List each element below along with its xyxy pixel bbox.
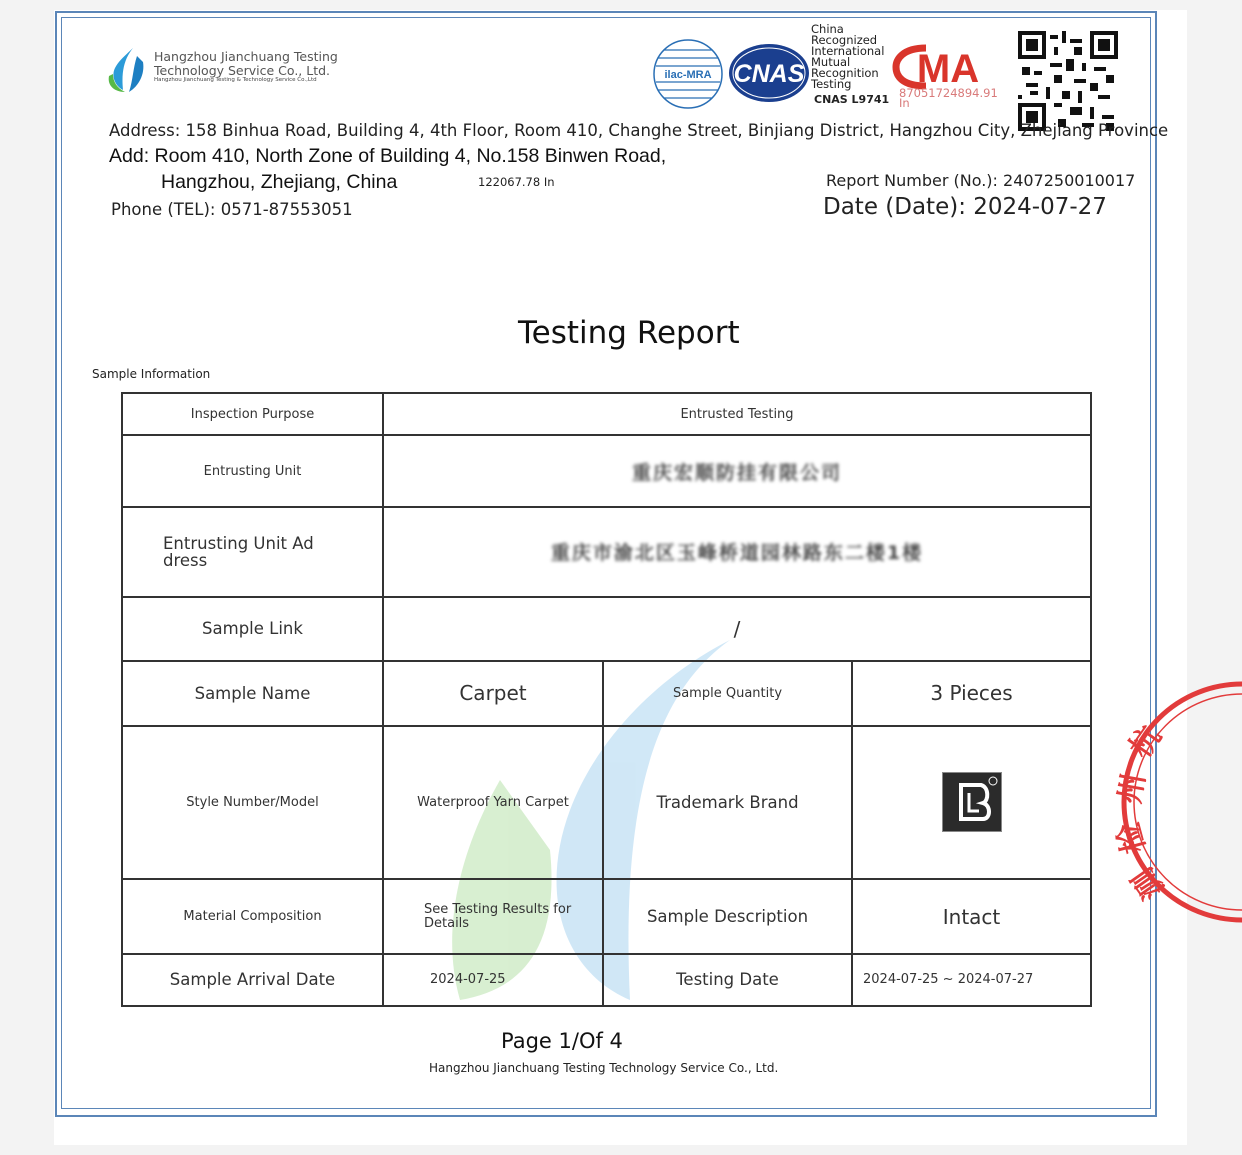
company-name-line1: Hangzhou Jianchuang Testing [154, 49, 338, 64]
sample-link-value: / [383, 597, 1091, 662]
sample-quantity-value: 3 Pieces [852, 661, 1091, 726]
sample-arrival-date-label: Sample Arrival Date [122, 954, 383, 1006]
material-value-line2: Details [424, 915, 470, 931]
sample-link-label: Sample Link [122, 597, 383, 662]
trademark-brand-value [852, 726, 1091, 880]
phone-number: Phone (TEL): 0571-87553051 [111, 200, 353, 219]
entrusting-unit-value [383, 435, 1091, 507]
company-name-small: Hangzhou Jianchuang Testing & Technology Service Co.,Ltd [154, 77, 317, 83]
style-number-label: Style Number/Model [122, 726, 383, 880]
table-row [122, 507, 1091, 596]
inspection-purpose-value: Entrusted Testing [383, 393, 1091, 435]
page-number: Page 1/Of 4 [501, 1029, 623, 1053]
sample-description-value: Intact [852, 879, 1091, 953]
table-row [122, 393, 1091, 435]
svg-text:CNAS: CNAS [733, 60, 805, 88]
qr-code-icon[interactable] [1018, 31, 1118, 131]
report-number: Report Number (No.): 2407250010017 [826, 171, 1136, 190]
entrusting-unit-label: Entrusting Unit [122, 435, 383, 507]
table-row [122, 954, 1091, 1006]
sample-info-table [121, 392, 1092, 1007]
sample-name-value: Carpet [383, 661, 603, 726]
trademark-brand-label: Trademark Brand [603, 726, 852, 880]
measurement-label: 122067.78 In [478, 175, 555, 189]
svg-text:杭: 杭 [1122, 719, 1169, 765]
table-row [122, 597, 1091, 662]
address-line: Address: 158 Binhua Road, Building 4, 4th Floor, Room 410, Changhe Street, Binjiang District, Hangzhou City, Zhejiang Province [109, 121, 1169, 140]
entrusting-address-blurred: 重庆市渝北区玉峰桥道园林路东二楼1楼 [550, 542, 924, 565]
table-row [122, 879, 1091, 953]
style-number-value: Waterproof Yarn Carpet [383, 726, 603, 880]
material-composition-value [383, 879, 603, 953]
entrusting-address-label-line2: dress [163, 550, 208, 570]
company-name [154, 50, 338, 78]
entrusting-address-label [122, 507, 383, 596]
svg-text:检: 检 [1111, 818, 1153, 857]
inspection-purpose-label: Inspection Purpose [122, 393, 383, 435]
svg-text:ilac-MRA: ilac-MRA [664, 69, 712, 81]
sample-description-label: Sample Description [603, 879, 852, 953]
table-row [122, 661, 1091, 726]
section-label: Sample Information [92, 367, 211, 381]
entrusting-unit-blurred: 重庆宏顺防挂有限公司 [632, 461, 843, 484]
company-name-line2: Technology Service Co., Ltd. [154, 63, 331, 78]
sample-name-label: Sample Name [122, 661, 383, 726]
brand-logo-icon [942, 772, 1002, 832]
ilac-mra-logo-icon [652, 38, 724, 110]
entrusting-address-label-line1: Entrusting Unit Ad [163, 533, 314, 553]
cnas-number: CNAS L9741 [814, 93, 890, 106]
testing-date-label: Testing Date [603, 954, 852, 1006]
table-row [122, 726, 1091, 880]
sample-quantity-label: Sample Quantity [603, 661, 852, 726]
material-value-line1: See Testing Results for [424, 901, 572, 917]
add-line-2: Hangzhou, Zhejiang, China [161, 171, 398, 193]
recognition-text: China Recognized International Mutual Recognition Testing [811, 22, 885, 91]
svg-text:MA: MA [916, 47, 980, 91]
footer-company-name: Hangzhou Jianchuang Testing Technology Service Co., Ltd. [429, 1061, 779, 1075]
testing-date-value: 2024-07-25 ~ 2024-07-27 [852, 954, 1091, 1006]
entrusting-address-value [383, 507, 1091, 596]
svg-text:测: 测 [1125, 860, 1172, 906]
sample-arrival-date-value: 2024-07-25 [383, 954, 603, 1006]
material-composition-label: Material Composition [122, 879, 383, 953]
company-logo-icon [103, 46, 147, 94]
svg-text:州: 州 [1112, 770, 1153, 807]
report-date: Date (Date): 2024-07-27 [823, 194, 1107, 220]
table-row [122, 435, 1091, 507]
cma-number: 87051724894.91 In [899, 86, 998, 110]
cnas-logo-icon [727, 42, 811, 104]
add-line-1: Add: Room 410, North Zone of Building 4, No.158 Binwen Road, [109, 145, 667, 167]
page-title: Testing Report [518, 315, 740, 351]
red-seal-stamp-icon [1111, 680, 1187, 925]
